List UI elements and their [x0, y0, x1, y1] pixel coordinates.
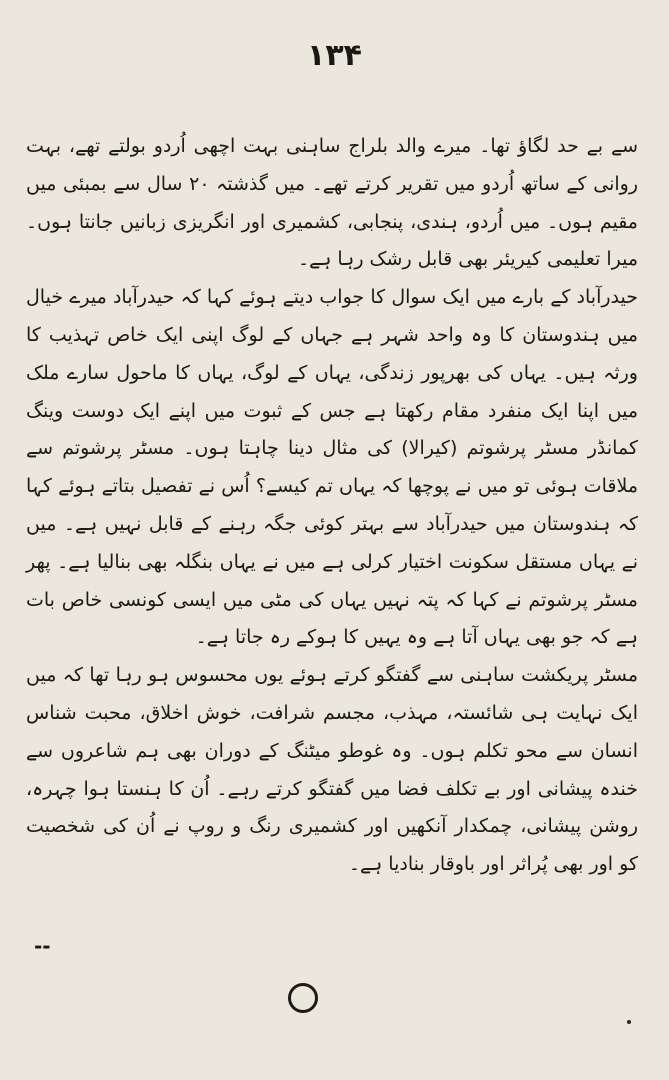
paragraph-1: سے بے حد لگاؤ تھا۔ میرے والد بلراج ساہنی بہت اچھی اُردو بولتے تھے، بہت روانی کے ساتھ اُردو میں تقریر کرتے تھے۔ میں گذشتہ ۲۰ سال سے بمبئی میں مقیم ہوں۔ میں اُردو، ہندی، پنجابی، کشمیری اور انگریزی زبانیں جانتا ہوں۔ میرا تعلیمی کیریئر بھی قابل رشک رہا ہے۔: [26, 135, 638, 271]
body-text: [26, 128, 638, 884]
closing-dash-mark: --: [34, 934, 51, 958]
paragraph-2: حیدرآباد کے بارے میں ایک سوال کا جواب دیتے ہوئے کہا کہ حیدرآباد میرے خیال میں ہندوستان کا وہ واحد شہر ہے جہاں کے لوگ اپنی ایک خاص تہذیب کا ورثہ ہیں۔ یہاں کی بھرپور زندگی، یہاں کے لوگ، یہاں کا ماحول سارے ملک میں اپنا ایک منفرد مقام رکھتا ہے جس کے ثبوت میں اپنے ایک دوست وینگ کمانڈر مسٹر پرشوتم (کیرالا) کی مثال دینا چاہتا ہوں۔ مسٹر پرشوتم سے ملاقات ہوئی تو میں نے پوچھا کہ یہاں تم کیسے؟ اُس نے تفصیل بتاتے ہوئے کہا کہ ہندوستان میں حیدرآباد سے بہتر کوئی جگہ رہنے کے قابل نہیں ہے۔ میں نے یہاں مستقل سکونت اختیار کرلی ہے میں نے یہاں بنگلہ بھی بنالیا ہے۔ پھر مسٹر پرشوتم نے کہا کہ پتہ نہیں یہاں کی مٹی میں ایسی کونسی خاص بات ہے کہ جو بھی یہاں آتا ہے وہ یہیں کا ہوکے رہ جاتا ہے۔: [26, 286, 638, 649]
end-circle-ornament: [288, 983, 318, 1013]
page-number: ۱۳۴: [307, 38, 362, 73]
paragraph-3: مسٹر پریکشت ساہنی سے گفتگو کرتے ہوئے یوں محسوس ہو رہا تھا کہ میں ایک نہایت ہی شائستہ، مہذب، مجسم شرافت، خوش اخلاق، محبت شناس انسان سے محو تکلم ہوں۔ وہ غوطو میٹنگ کے دوران بھی ہم شاعروں سے خندہ پیشانی اور بے تکلف فضا میں گفتگو کرتے رہے۔ اُن کا ہنستا ہوا چہرہ، روشن پیشانی، چمکدار آنکھیں اور کشمیری رنگ و روپ نے اُن کی شخصیت کو اور بھی پُراثر اور باوقار بنادیا ہے۔: [26, 664, 638, 876]
ink-dot: [627, 1020, 631, 1024]
